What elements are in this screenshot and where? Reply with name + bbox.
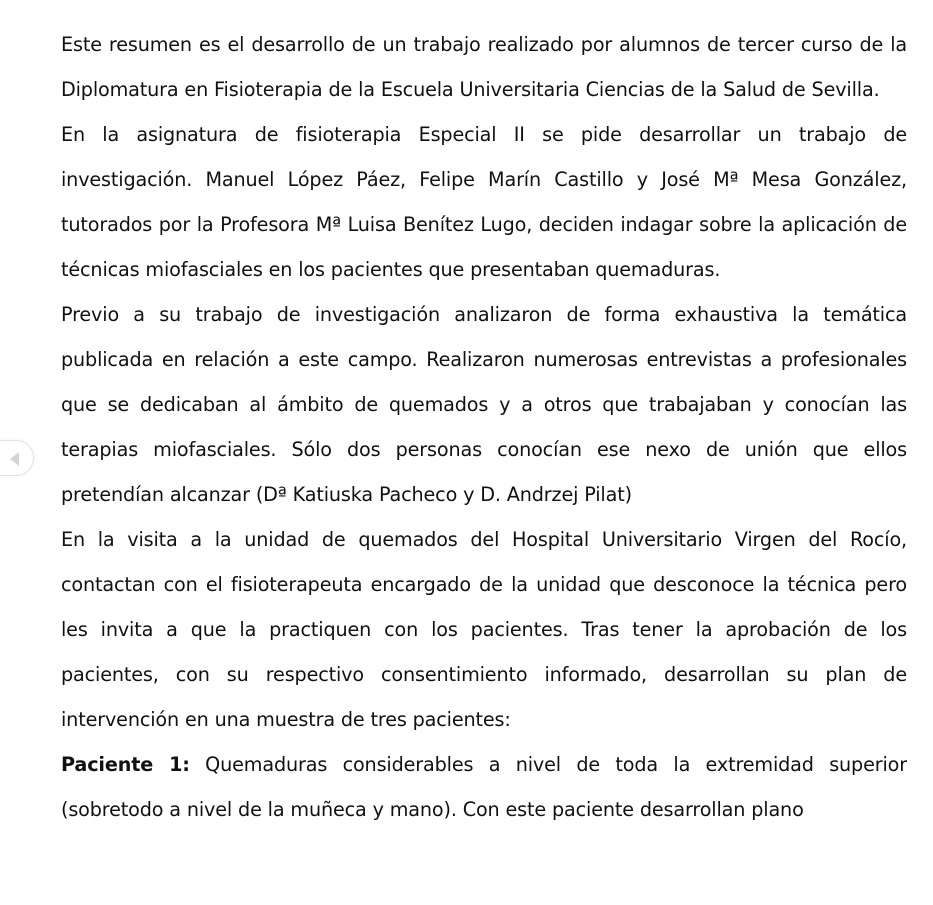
paragraph-intro: Este resumen es el desarrollo de un trabajo realizado por alumnos de tercer curso de la Diplomatura en Fisioterapia de la Escuela Universitaria Ciencias de la Salud de Sevilla. <box>61 33 907 101</box>
paragraph-patient-1 <box>61 742 907 832</box>
paragraph-research: Previo a su trabajo de investigación analizaron de forma exhaustiva la temática publicada en relación a este campo. Realizaron numerosas entrevistas a profesionales que se dedicaban al ámbito de quemados y a otros que trabajaban y conocían las terapias miofasciales. Sólo dos personas conocían ese nexo de unión que ellos pretendían alcanzar (Dª Katiuska Pacheco y D. Andrzej Pilat) <box>61 303 907 506</box>
chevron-left-icon <box>10 452 19 466</box>
paragraph-hospital-visit: En la visita a la unidad de quemados del Hospital Universitario Virgen del Rocío, contactan con el fisioterapeuta encargado de la unidad que desconoce la técnica pero les invita a que la practiquen con los pacientes. Tras tener la aprobación de los pacientes, con su respectivo consentimiento informado, desarrollan su plan de intervención en una muestra de tres pacientes: <box>61 528 907 731</box>
patient-1-text: Quemaduras considerables a nivel de toda la extremidad superior (sobretodo a nivel de la muñeca y mano). Con este paciente desarrollan plano <box>61 753 907 821</box>
patient-1-label: Paciente 1: <box>61 753 190 776</box>
previous-page-button[interactable] <box>0 440 34 476</box>
paragraph-assignment: En la asignatura de fisioterapia Especial II se pide desarrollar un trabajo de investigación. Manuel López Páez, Felipe Marín Castillo y José Mª Mesa González, tutorados por la Profesora Mª Luisa Benítez Lugo, deciden indagar sobre la aplicación de técnicas miofasciales en los pacientes que presentaban quemaduras. <box>61 123 907 281</box>
document-page <box>61 22 907 892</box>
